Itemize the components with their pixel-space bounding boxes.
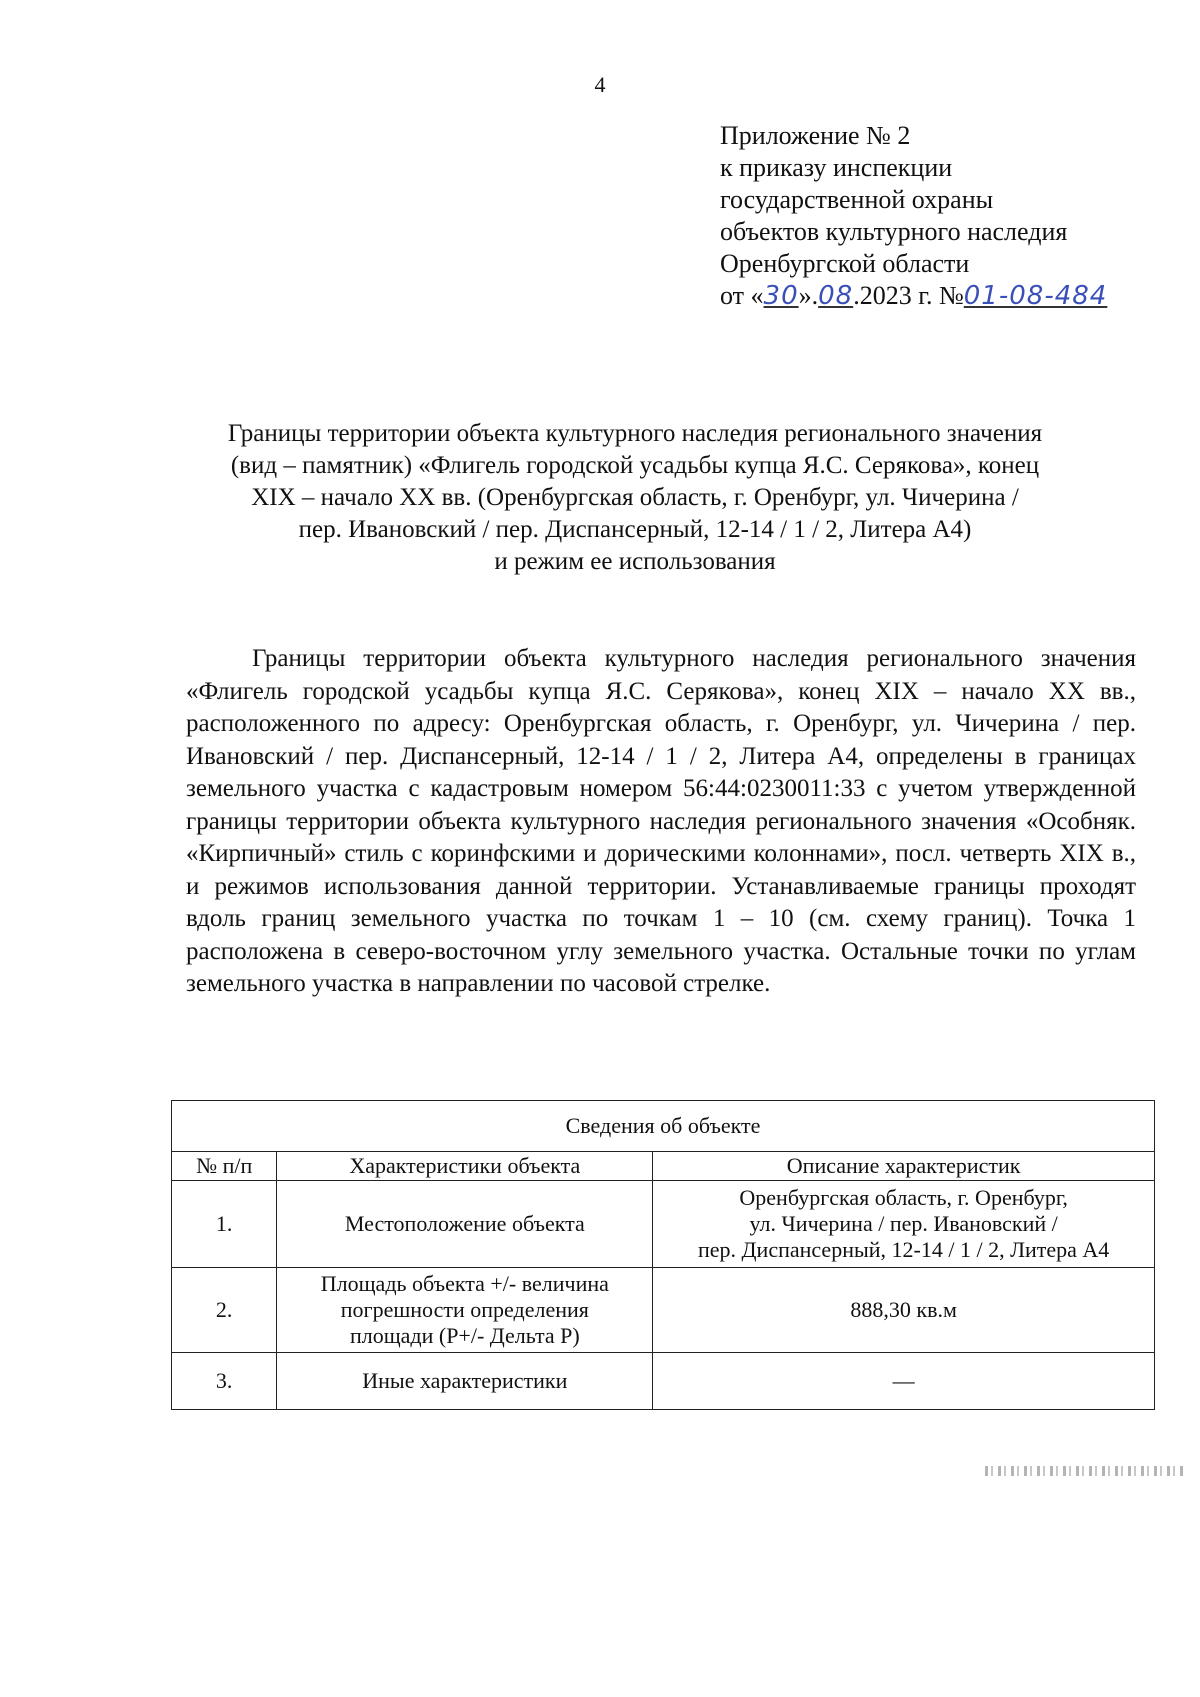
name-line: погрешности определения — [340, 1297, 589, 1322]
header-number: № п/п — [172, 1152, 277, 1181]
appendix-line: государственной охраны — [720, 185, 994, 214]
title-line: Границы территории объекта культурного наследия регионального значения — [227, 420, 1043, 447]
description-line: ул. Чичерина / пер. Ивановский / — [749, 1211, 1058, 1236]
table-row — [172, 1268, 1155, 1353]
date-year: .2023 г. № — [853, 281, 964, 310]
appendix-line: Приложение № 2 — [720, 121, 911, 150]
handwritten-month: 08 — [818, 281, 854, 311]
title-line: (вид – памятник) «Флигель городской усадьбы купца Я.С. Серякова», конец — [230, 452, 1040, 479]
row-description — [653, 1181, 1155, 1268]
title-line: XIX – начало XX вв. (Оренбургская область, г. Оренбург, ул. Чичерина / — [251, 484, 1019, 511]
description-line: пер. Диспансерный, 12-14 / 1 / 2, Литера А4 — [698, 1237, 1110, 1262]
date-prefix: от « — [720, 281, 764, 310]
body-paragraph: Границы территории объекта культурного наследия регионального значения «Флигель городской усадьбы купца Я.С. Серякова», конец XIX – начало XX вв., расположенного по адресу: Оренбургская область, г. Оренбург, ул. Чичерина / пер. Ивановский / пер. Диспансерный, 12-14 / 1 / 2, Литера А4, определены в границах земельного участка с кадастровым номером 56:44:0230011:33 с учетом утвержденной границы территории объекта культурного наследия регионального значения «Особняк. «Кирпичный» стиль с коринфскими и дорическими колоннами», посл. четверть XIX в., и режимов использования данной территории. Устанавливаемые границы проходят вдоль границ земельного участка по точкам 1 – 10 (см. схему границ). Точка 1 расположена в северо-восточном углу земельного участка. Остальные точки по углам земельного участка в направлении по часовой стрелке. — [186, 645, 1136, 997]
appendix-line: объектов культурного наследия — [720, 217, 1068, 246]
table-caption: Сведения об объекте — [172, 1101, 1155, 1152]
row-name: Местоположение объекта — [277, 1181, 653, 1268]
header-characteristics: Характеристики объекта — [277, 1152, 653, 1181]
appendix-line: к приказу инспекции — [720, 153, 953, 182]
date-mid: ». — [798, 281, 819, 310]
appendix-line: Оренбургской области — [720, 249, 970, 278]
appendix-date-line — [720, 280, 1160, 312]
row-number: 2. — [172, 1268, 277, 1353]
row-description: 888,30 кв.м — [653, 1268, 1155, 1353]
object-info-table — [171, 1100, 1155, 1410]
handwritten-order-number: 01-08-484 — [963, 281, 1108, 311]
document-title — [160, 418, 1110, 578]
table-row — [172, 1353, 1155, 1410]
row-number: 1. — [172, 1181, 277, 1268]
row-name: Иные характеристики — [277, 1353, 653, 1410]
scan-artifact — [985, 1466, 1185, 1476]
row-name — [277, 1268, 653, 1353]
table-row — [172, 1181, 1155, 1268]
handwritten-day: 30 — [763, 281, 799, 311]
title-line: и режим ее использования — [494, 548, 776, 575]
header-description: Описание характеристик — [653, 1152, 1155, 1181]
page-number: 4 — [594, 72, 606, 97]
description-line: Оренбургская область, г. Оренбург, — [739, 1185, 1068, 1210]
name-line: Площадь объекта +/- величина — [320, 1271, 609, 1296]
title-line: пер. Ивановский / пер. Диспансерный, 12-14 / 1 / 2, Литера А4) — [298, 516, 972, 543]
row-number: 3. — [172, 1353, 277, 1410]
name-line: площади (Р+/- Дельта Р) — [349, 1323, 580, 1348]
row-description: — — [653, 1353, 1155, 1410]
appendix-block — [720, 120, 1160, 312]
